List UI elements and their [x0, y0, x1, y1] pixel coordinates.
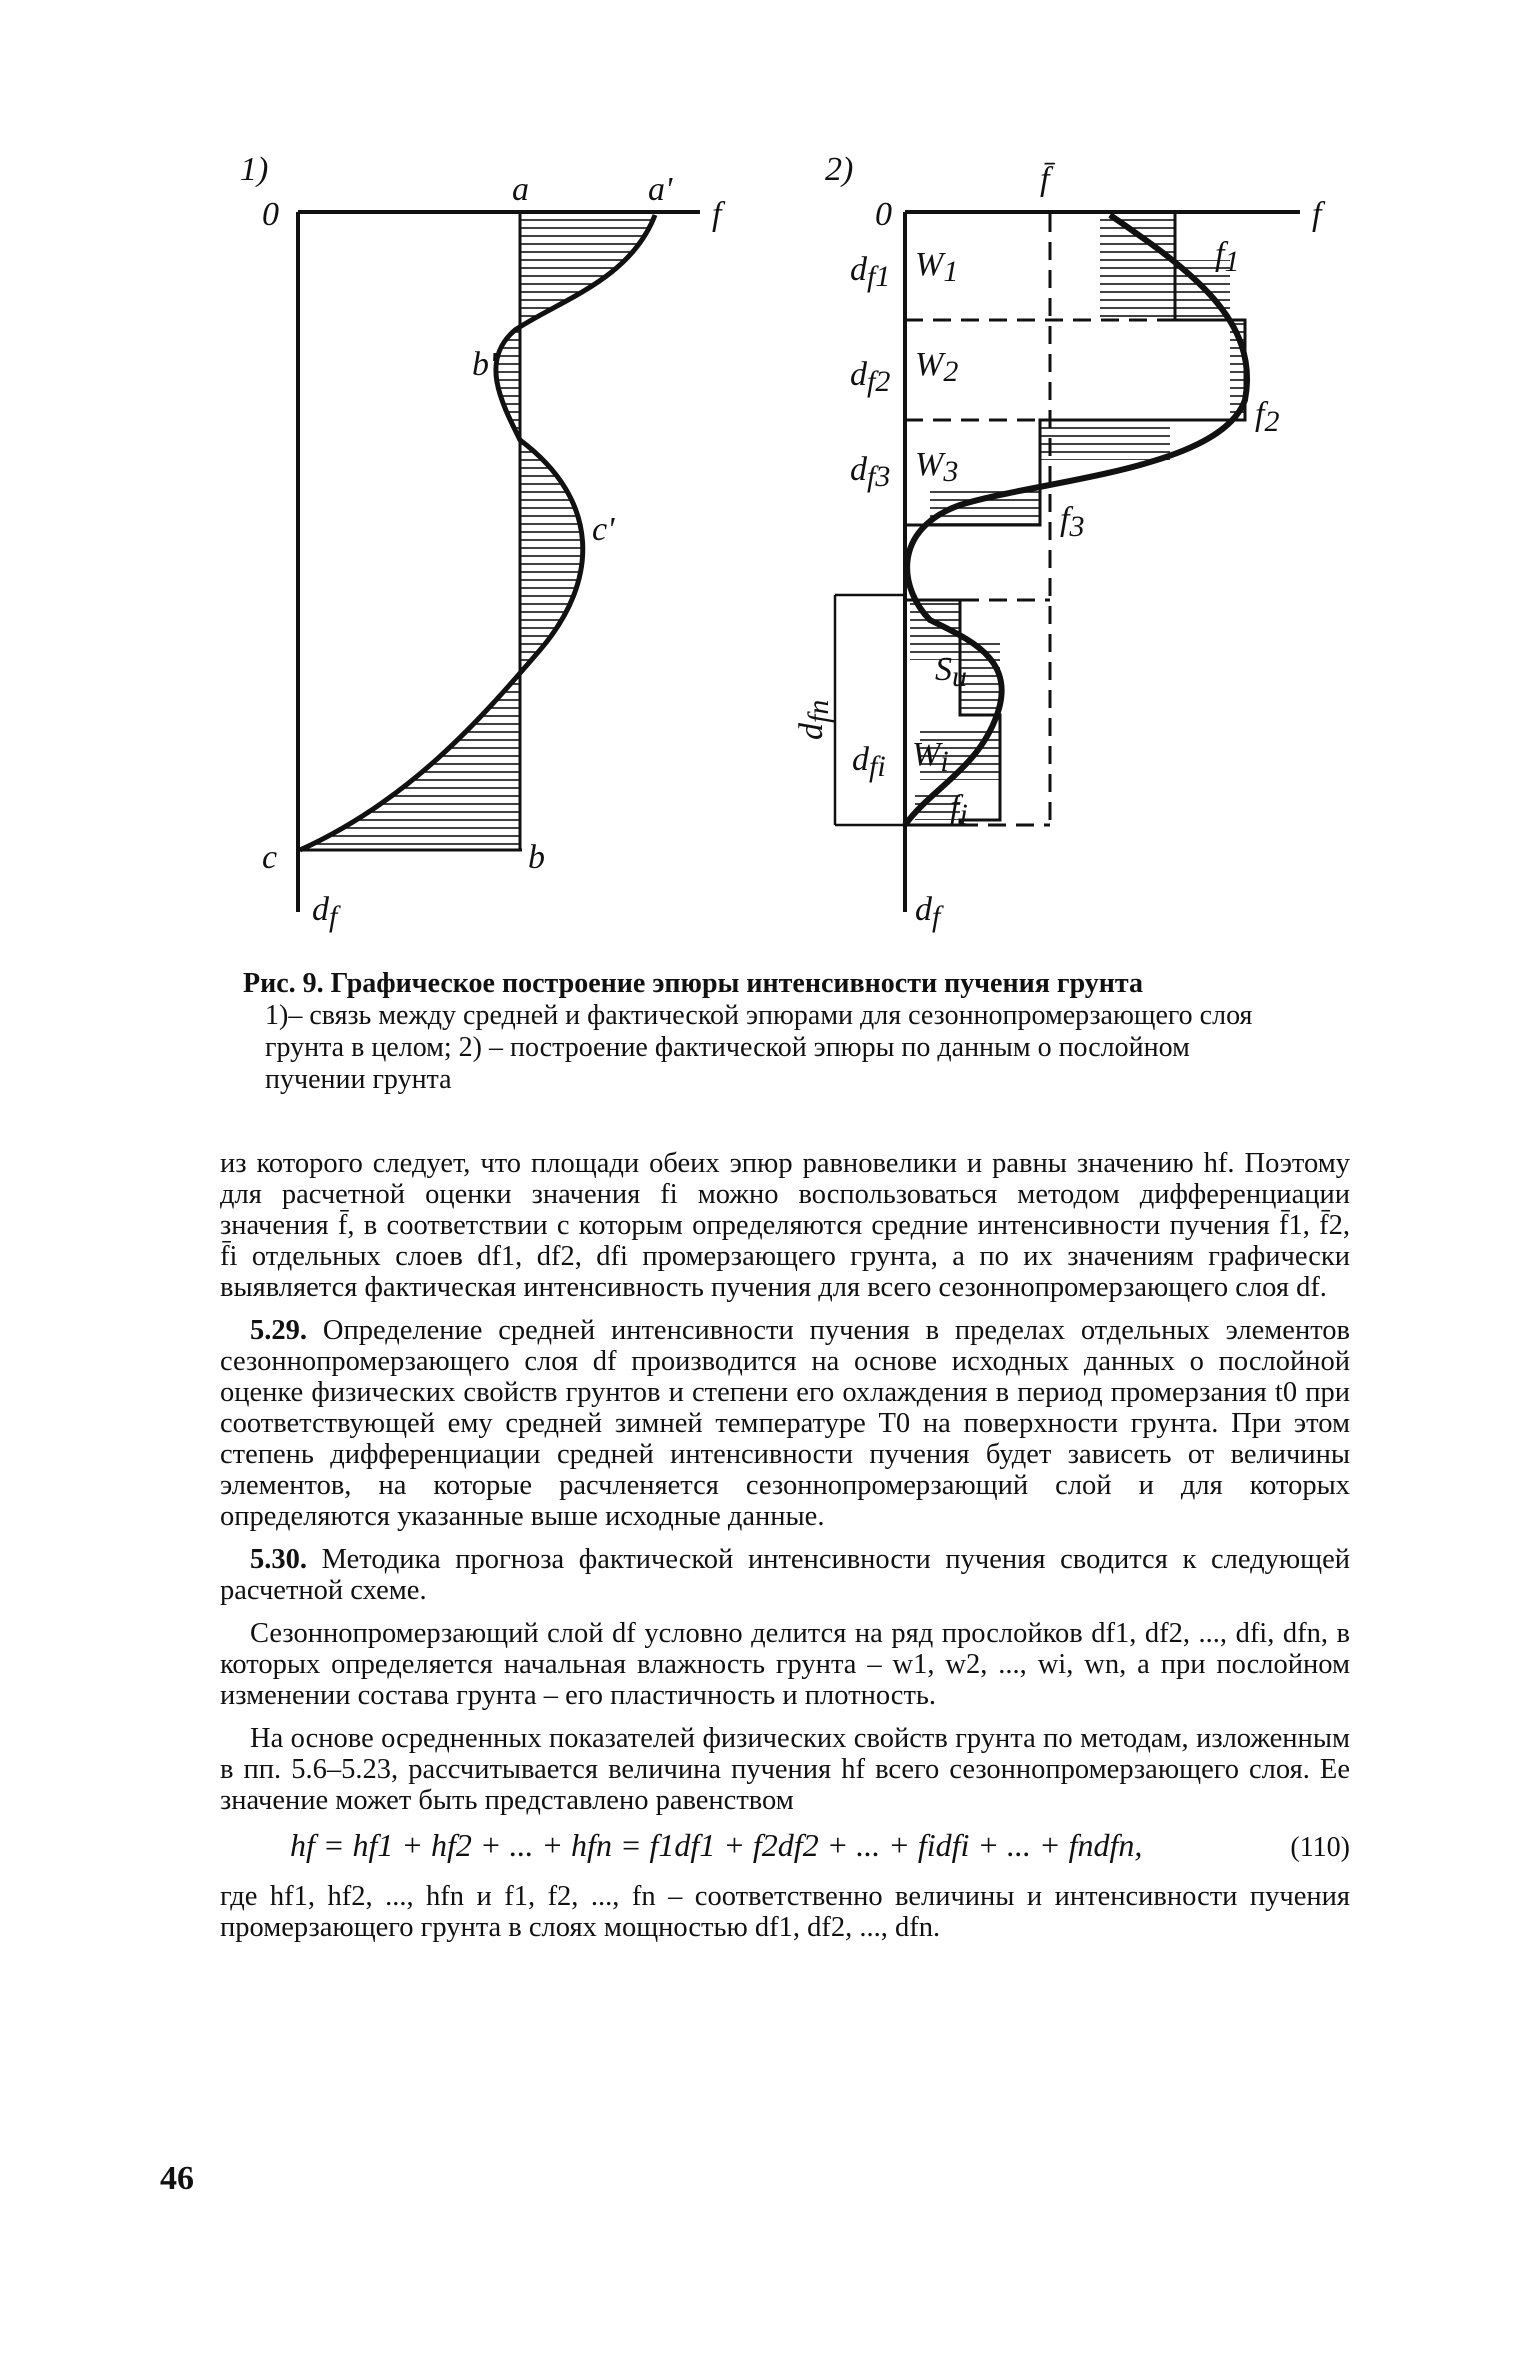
layer-1-excess: [1100, 214, 1175, 319]
label-a-prime: a': [648, 171, 673, 208]
panel-1-number: 1): [240, 151, 269, 188]
panel-2-label-f: f: [1312, 196, 1322, 233]
paragraph-where: где hf1, hf2, ..., hfn и f1, f2, ..., fn – соответственно величины и интенсивности пучения промерзающего грунта в слоях мощностью df1, df2, ..., dfn.: [220, 1881, 1350, 1943]
panel-2-origin-label: 0: [875, 196, 892, 233]
label-a: a: [512, 171, 529, 208]
paragraph-5-30: [220, 1544, 1350, 1606]
label-f: f: [712, 196, 722, 233]
label-fi: fi: [950, 789, 968, 831]
page-number: 46: [160, 2160, 194, 2197]
caption-description: 1)– связь между средней и фактической эпюрами для сезоннопромерзающего слоя грунта в целом; 2) – построение фактической эпюры по данным о послойном пучении грунта: [265, 1000, 1253, 1095]
label-dfi: dfi: [852, 741, 886, 783]
label-f-bar: f̄: [1040, 161, 1050, 198]
label-b: b: [528, 839, 545, 876]
section-number-5-29: 5.29.: [250, 1315, 307, 1346]
label-wi: Wi: [912, 736, 949, 778]
body-text: [220, 1148, 1350, 1955]
equation-110: [220, 1827, 1350, 1863]
equation-body: hf = hf1 + hf2 + ... + hfn = f1df1 + f2df2 + ... + fidfi + ... + fndfn,: [290, 1827, 1143, 1863]
label-f2: f2: [1255, 396, 1280, 438]
paragraph-1: из которого следует, что площади обеих эпюр равновелики и равны значению hf. Поэтому для расчетной оценки значения fi можно воспользоваться методом дифференциации значения f̄, в соответствии с которым определяются средние интенсивности пучения f̄1, f̄2, f̄i отдельных слоев df1, df2, dfi промерзающего грунта, а по их значениям графически выявляется фактическая интенсивность пучения для всего сезоннопромерзающего слоя df.: [220, 1148, 1350, 1303]
panel-1-df-label: df: [312, 891, 338, 933]
panel-1-diagram: [240, 151, 726, 933]
label-dfn: dfn: [793, 699, 835, 740]
section-number-5-30: 5.30.: [250, 1544, 307, 1575]
paragraph-5-30-text: Методика прогноза фактической интенсивности пучения сводится к следующей расчетной схеме.: [220, 1544, 1350, 1606]
panel-1-origin-label: 0: [262, 196, 279, 233]
label-df3: df3: [850, 451, 891, 493]
dfn-bracket: [835, 595, 905, 825]
paragraph-heave: На основе осредненных показателей физических свойств грунта по методам, изложенным в пп. 5.6–5.23, рассчитывается величина пучения hf всего сезоннопромерзающего слоя. Ее значение может быть представлено равенством: [220, 1723, 1350, 1816]
panel-2-diagram: [793, 151, 1326, 933]
label-w2: W2: [915, 346, 959, 388]
figure-9: [0, 0, 1535, 960]
layer-3-hatch: [1040, 420, 1170, 460]
paragraph-5-29: [220, 1315, 1350, 1532]
label-df1: df1: [850, 251, 891, 293]
panel-2-df-label: df: [915, 891, 941, 933]
label-su: Su: [935, 651, 967, 693]
label-df2: df2: [850, 356, 891, 398]
label-c-prime: c': [592, 511, 615, 548]
label-b-prime: b': [472, 346, 497, 383]
label-w1: W1: [915, 246, 959, 288]
equation-number: (110): [1290, 1832, 1350, 1863]
label-c: c: [262, 839, 278, 876]
figure-caption: [243, 968, 1293, 1096]
label-f1: f1: [1215, 236, 1240, 278]
paragraph-layers: Сезоннопромерзающий слой df условно делится на ряд прослойков df1, df2, ..., dfi, dfn, в которых определяется начальная влажность грунта – w1, w2, ..., wi, wn, а при послойном изменении состава грунта – его пластичность и плотность.: [220, 1618, 1350, 1711]
label-w3: W3: [915, 446, 959, 488]
caption-title: Рис. 9. Графическое построение эпюры интенсивности пучения грунта: [243, 968, 1144, 999]
panel-2-number: 2): [825, 151, 854, 188]
label-f3: f3: [1060, 501, 1085, 543]
paragraph-5-29-text: Определение средней интенсивности пучения в пределах отдельных элементов сезоннопромерзающего слоя df производится на основе исходных данных о послойной оценке физических свойств грунтов и степени его охлаждения в период промерзания t0 при соответствующей ему средней зимней температуре T0 на поверхности грунта. При этом степень дифференциации средней интенсивности пучения будет зависеть от величины элементов, на которые расчленяется сезоннопромерзающий слой и для которых определяются указанные выше исходные данные.: [220, 1315, 1350, 1532]
